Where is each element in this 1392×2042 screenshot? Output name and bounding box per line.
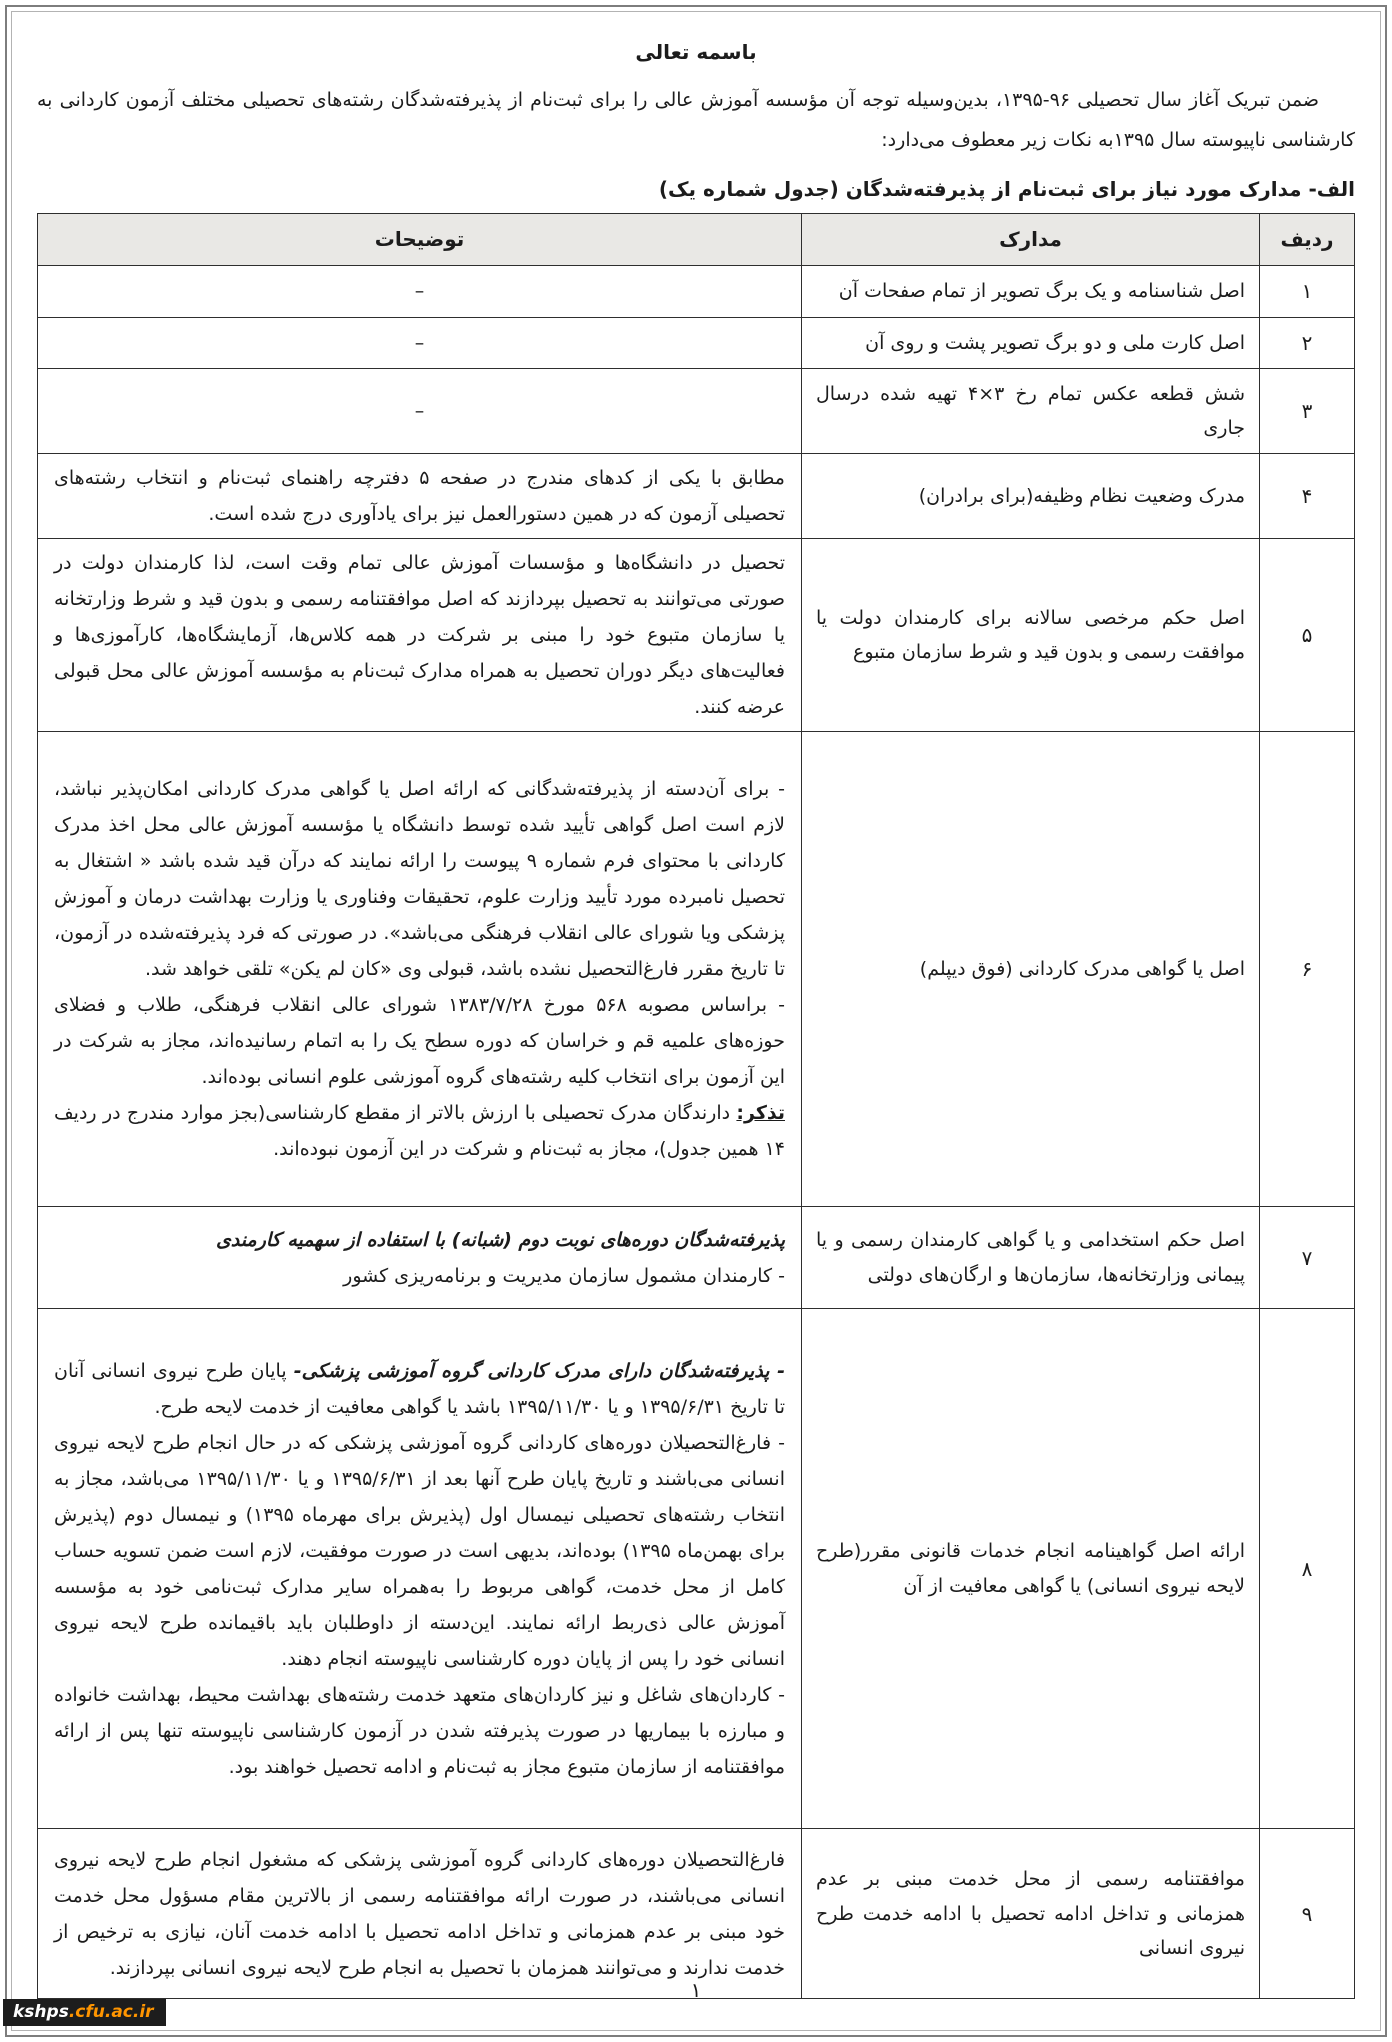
- notes-cell: [38, 732, 802, 1207]
- table-row: [38, 454, 1355, 539]
- notes-cell: –: [38, 317, 802, 368]
- row-number: ۶: [1260, 732, 1355, 1207]
- table-row: [38, 1829, 1355, 1999]
- table-row: [38, 265, 1355, 317]
- table-header-row: [38, 213, 1355, 265]
- document-cell: اصل شناسنامه و یک برگ تصویر از تمام صفحات آن: [802, 265, 1260, 317]
- notes-cell: [38, 1207, 802, 1309]
- note-paragraph: - برای آن‌دسته از پذیرفته‌شدگانی که ارائه اصل یا گواهی مدرک کاردانی امکان‌پذیر نباشد، لازم است اصل گواهی تأیید شده توسط دانشگاه یا مؤسسه آموزش عالی محل اخذ مدرک کاردانی با محتوای فرم شماره ۹ پیوست را ارائه نمایند که درآن قید شده باشد « اشتغال به تحصیل نامبرده مورد تأیید وزارت علوم، تحقیقات وفناوری یا وزارت بهداشت درمان و آموزش پزشکی ویا شورای عالی انقلاب فرهنگی می‌باشد». در صورتی که فرد پذیرفته‌شده در آزمون، تا تاریخ مقرر فارغ‌التحصیل نشده باشد، قبولی وی «کان لم یکن» تلقی خواهد شد.: [54, 778, 785, 981]
- document-content: [37, 40, 1355, 1999]
- note-lead-text: پایان طرح نیروی انسانی آنان تا تاریخ ۱۳۹۵/۶/۳۱ و یا ۱۳۹۵/۱۱/۳۰ باشد یا گواهی معافیت از خدمت لایحه طرح.: [54, 1359, 785, 1418]
- required-documents-table: [37, 213, 1355, 2000]
- notes-cell: [38, 539, 802, 732]
- note-paragraph: - کاردان‌های شاغل و نیز کاردان‌های متعهد خدمت رشته‌های بهداشت محیط، بهداشت خانواده و مبارزه با بیماریها در صورت پذیرفته شدن در آزمون کارشناسی ناپیوسته تنها پس از ارائه موافقتنامه از سازمان متبوع مجاز به ثبت‌نام و ادامه تحصیل خواهند بود.: [54, 1683, 785, 1778]
- row-number: ۴: [1260, 454, 1355, 539]
- notes-cell: [38, 454, 802, 539]
- table-row: [38, 317, 1355, 368]
- table-row: [38, 1207, 1355, 1309]
- note-remark-label: تذکر:: [736, 1102, 785, 1125]
- document-title: باسمه تعالی: [635, 40, 757, 64]
- row-number: ۱: [1260, 265, 1355, 317]
- column-header-row-number: ردیف: [1260, 213, 1355, 265]
- note-paragraph: - براساس مصوبه ۵۶۸ مورخ ۱۳۸۳/۷/۲۸ شورای عالی انقلاب فرهنگی، طلاب و فضلای حوزه‌های علمیه قم و خراسان که دوره سطح یک را به اتمام رسانیده‌اند، مجاز به شرکت در این آزمون برای انتخاب کلیه رشته‌های گروه آموزشی علوم انسانی بوده‌اند.: [54, 994, 786, 1089]
- table-row: [38, 732, 1355, 1207]
- note-paragraph: فارغ‌التحصیلان دوره‌های کاردانی گروه آموزشی پزشکی که مشغول انجام طرح لایحه نیروی انسانی می‌باشند، در صورت ارائه موافقتنامه رسمی از بالاترین مقام مسؤول محل خدمت خود مبنی بر عدم همزمانی و تداخل ادامه تحصیل با ادامه خدمت آنان، نیازی به ترخیص از خدمت ندارند و می‌توانند همزمان با تحصیل به انجام طرح لایحه نیروی انسانی بپردازند.: [54, 1848, 785, 1979]
- table-row: [38, 539, 1355, 732]
- row-number: ۳: [1260, 368, 1355, 453]
- document-cell: ارائه اصل گواهینامه انجام خدمات قانونی مقرر(طرح لایحه نیروی انسانی) یا گواهی معافیت از آن: [802, 1309, 1260, 1829]
- notes-cell: –: [38, 368, 802, 453]
- intro-paragraph: ضمن تبریک آغاز سال تحصیلی ۹۶-۱۳۹۵، بدین‌وسیله توجه آن مؤسسه آموزش عالی را برای ثبت‌نام از پذیرفته‌شدگان رشته‌های تحصیلی مختلف آزمون کاردانی به کارشناسی ناپیوسته سال ۱۳۹۵به نکات زیر معطوف می‌دارد:: [37, 89, 1355, 152]
- page-number: ۱: [690, 1978, 702, 2002]
- column-header-documents: مدارک: [802, 213, 1260, 265]
- note-paragraph: [54, 1353, 785, 1425]
- note-paragraph: مطابق با یکی از کدهای مندرج در صفحه ۵ دفترچه راهنمای ثبت‌نام و انتخاب رشته‌های تحصیلی آزمون که در همین دستورالعمل نیز برای یادآوری درج شده است.: [54, 467, 785, 526]
- watermark-site-name: kshps: [13, 2002, 69, 2022]
- table-row: [38, 1309, 1355, 1829]
- row-number: ۲: [1260, 317, 1355, 368]
- notes-cell: –: [38, 265, 802, 317]
- note-paragraph: [54, 1095, 785, 1167]
- row-number: ۷: [1260, 1207, 1355, 1309]
- document-cell: اصل کارت ملی و دو برگ تصویر پشت و روی آن: [802, 317, 1260, 368]
- column-header-notes: توضیحات: [38, 213, 802, 265]
- note-paragraph: پذیرفته‌شدگان دوره‌های نوبت دوم (شبانه) با استفاده از سهمیه کارمندی: [215, 1228, 785, 1251]
- section-a-title: الف- مدارک مورد نیاز برای ثبت‌نام از پذیرفته‌شدگان (جدول شماره یک): [658, 176, 1355, 201]
- document-cell: مدرک وضعیت نظام وظیفه(برای برادران): [802, 454, 1260, 539]
- notes-cell: [38, 1309, 802, 1829]
- table-row: [38, 368, 1355, 453]
- watermark-badge: [3, 1999, 166, 2026]
- note-paragraph: - فارغ‌التحصیلان دوره‌های کاردانی گروه آموزشی پزشکی که در حال انجام طرح لایحه نیروی انسانی می‌باشند و تاریخ پایان طرح آنها بعد از ۱۳۹۵/۶/۳۱ و یا ۱۳۹۵/۱۱/۳۰ می‌باشد، مجاز به انتخاب رشته‌های تحصیلی نیمسال اول (پذیرش برای مهرماه ۱۳۹۵) و نیمسال دوم (پذیرش برای بهمن‌ماه ۱۳۹۵) بوده‌اند، بدیهی است در صورت موفقیت، لازم است ضمن تسویه حساب کامل از محل خدمت، گواهی مربوط را به‌همراه سایر مدارک ثبت‌نامی خود به مؤسسه آموزش عالی ذی‌ربط ارائه نمایند. این‌دسته از داوطلبان باید باقیمانده طرح لایحه نیروی انسانی خود را پس از پایان دوره کارشناسی ناپیوسته انجام دهند.: [54, 1431, 785, 1670]
- watermark-domain: .cfu.ac.ir: [68, 2002, 154, 2022]
- note-lead-label: - پذیرفته‌شدگان دارای مدرک کاردانی گروه آموزشی پزشکی-: [293, 1359, 785, 1382]
- document-cell: اصل حکم مرخصی سالانه برای کارمندان دولت یا موافقت رسمی و بدون قید و شرط سازمان متبوع: [802, 539, 1260, 732]
- row-number: ۸: [1260, 1309, 1355, 1829]
- row-number: ۹: [1260, 1829, 1355, 1999]
- document-cell: شش قطعه عکس تمام رخ ۳×۴ تهیه شده درسال جاری: [802, 368, 1260, 453]
- notes-cell: [38, 1829, 802, 1999]
- document-cell: اصل حکم استخدامی و یا گواهی کارمندان رسمی و یا پیمانی وزارتخانه‌ها، سازمان‌ها و ارگان‌های دولتی: [802, 1207, 1260, 1309]
- document-cell: اصل یا گواهی مدرک کاردانی (فوق دیپلم): [802, 732, 1260, 1207]
- note-paragraph: تحصیل در دانشگاه‌ها و مؤسسات آموزش عالی تمام وقت است، لذا کارمندان دولت در صورتی می‌توانند به تحصیل بپردازند که اصل موافقتنامه رسمی و بدون قید و شرط وزارتخانه یا سازمان متبوع خود را مبنی بر شرکت در همه کلاس‌ها، آزمایشگاه‌ها، کارآموزی‌ها و فعالیت‌های دیگر دوران تحصیل به همراه مدارک ثبت‌نام به مؤسسه آموزش عالی محل قبولی عرضه کنند.: [54, 552, 785, 719]
- note-paragraph: - کارمندان مشمول سازمان مدیریت و برنامه‌ریزی کشور: [343, 1264, 785, 1287]
- note-remark-text: دارندگان مدرک تحصیلی با ارزش بالاتر از مقطع کارشناسی(بجز موارد مندرج در ردیف ۱۴ همین جدول)، مجاز به ثبت‌نام و شرکت در این آزمون نبوده‌اند.: [54, 1102, 785, 1161]
- document-cell: موافقتنامه رسمی از محل خدمت مبنی بر عدم همزمانی و تداخل ادامه تحصیل با ادامه خدمت طرح نیروی انسانی: [802, 1829, 1260, 1999]
- row-number: ۵: [1260, 539, 1355, 732]
